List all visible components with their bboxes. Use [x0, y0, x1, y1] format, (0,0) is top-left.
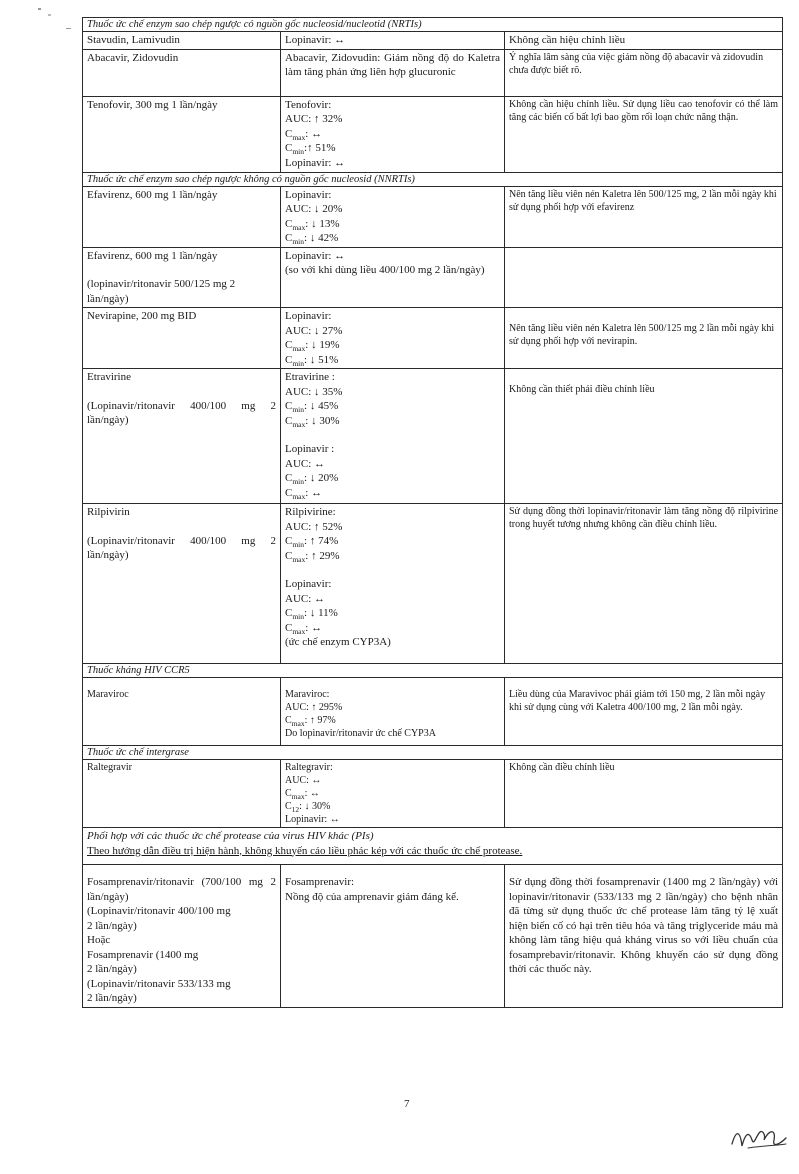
- pk-line: AUC: ↔: [285, 775, 322, 786]
- group-row-ccr5: [83, 664, 783, 678]
- group-pi-cell: [83, 828, 783, 865]
- pk-line: $C_{max}$: ↔: [285, 486, 323, 501]
- drug-regimen: 2 lần/ngày): [87, 963, 137, 975]
- group-title-integrase: Thuốc ức chế intergrase: [83, 746, 783, 760]
- pk-line: AUC: ↓ 20%: [285, 203, 343, 215]
- effect-cell: [281, 247, 505, 308]
- pk-line: AUC: ↑ 295%: [285, 702, 343, 713]
- pk-line: $C_{max}$: ↓ 30%: [285, 414, 340, 429]
- group-title-nrti: Thuốc ức chế enzym sao chép ngược có nguồn gốc nucleosid/nucleotid (NRTIs): [83, 18, 783, 32]
- drug-regimen: (lopinavir/ritonavir 500/125 mg 2 lần/ngày): [87, 278, 236, 305]
- pk-line: $C_{max}$: ↓ 13%: [285, 217, 340, 232]
- pk-line: $C_{max}$: ↔: [285, 127, 323, 142]
- pk-line: AUC: ↔: [285, 457, 326, 470]
- pk-line: $C_{min}$: ↓ 51%: [285, 353, 339, 368]
- pk-line: (so với khi dùng liều 400/100 mg 2 lần/ngày): [285, 264, 485, 276]
- drug-cell: [83, 369, 281, 504]
- pk-line: $C_{min}:↑$ 51%: [285, 142, 336, 157]
- group-row-integrase: [83, 746, 783, 760]
- scan-mark: [48, 14, 51, 16]
- pk-line: Fosamprenavir:: [285, 876, 355, 888]
- pk-line: Lopinavir: ↔: [285, 156, 346, 169]
- drug-regimen: Fosamprenavir/ritonavir (700/100 mg 2 lần/ngày): [87, 876, 276, 903]
- table-row: [83, 678, 783, 746]
- pk-line: Lopinavir: ↔: [285, 249, 346, 262]
- table-row: [83, 186, 783, 247]
- recommendation-cell: Sử dụng đồng thời lopinavir/ritonavir làm tăng nồng độ rilpivirine trong huyết tương nhưng không cần điều chỉnh liều.: [505, 504, 783, 664]
- scan-mark: [38, 8, 41, 10]
- handwritten-signature: [728, 1118, 790, 1158]
- table-row: [83, 865, 783, 1008]
- drug-cell: Nevirapine, 200 mg BID: [83, 308, 281, 369]
- group-title-nnrti: Thuốc ức chế enzym sao chép ngược không có nguồn gốc nucleosid (NNRTIs): [83, 172, 783, 186]
- pk-line: Lopinavir :: [285, 443, 335, 455]
- interaction-table: [82, 17, 783, 1008]
- recommendation-cell: Không cần thiết phải điều chỉnh liều: [505, 369, 783, 504]
- drug-regimen: Hoặc: [87, 934, 111, 946]
- table-row: [83, 369, 783, 504]
- scan-mark: [66, 28, 71, 29]
- recommendation-cell: Sử dụng đồng thời fosamprenavir (1400 mg 2 lần/ngày) với lopinavir/ritonavir (533/133 mg 2 lần/ngày) cho bệnh nhân đã từng sử dụng thuốc ức chế protease làm tăng tỷ lệ xuất hiện biến cố có hại trên tiêu hóa và tăng triglyceride máu mà không làm tăng hiệu quả kháng virus so với liều chuẩn của fosamprebavir/ritonavir. Không khuyến cáo sử dụng đồng thời các thuốc này.: [505, 865, 783, 1008]
- table-row: [83, 96, 783, 172]
- drug-name: Etravirine: [87, 371, 131, 383]
- pk-line: Lopinavir:: [285, 310, 332, 322]
- recommendation-cell: Nên tăng liều viên nén Kaletra lên 500/125 mg, 2 lần mỗi ngày khi sử dụng phối hợp với efavirenz: [505, 186, 783, 247]
- drug-regimen: (Lopinavir/ritonavir 400/100 mg 2 lần/ngày): [87, 399, 276, 426]
- pk-line: $C_{max}$: ↑ 29%: [285, 549, 340, 564]
- group-row-nrti: [83, 18, 783, 32]
- drug-regimen: (Lopinavir/ritonavir 400/100 mg: [87, 905, 231, 917]
- drug-cell: Raltegravir: [83, 760, 281, 828]
- recommendation-cell: [505, 247, 783, 308]
- effect-cell: Lopinavir: ↔: [281, 32, 505, 50]
- drug-cell: [83, 247, 281, 308]
- pk-line: $C_{min}$: ↑ 74%: [285, 535, 339, 550]
- table-row: [83, 49, 783, 96]
- table-row: [83, 247, 783, 308]
- table-row: [83, 32, 783, 50]
- drug-name: Efavirenz, 600 mg 1 lần/ngày: [87, 249, 218, 262]
- recommendation-cell: Không cần hiệu chỉnh liều: [505, 32, 783, 50]
- group-row-pi: [83, 828, 783, 865]
- pk-line: AUC: ↑ 32%: [285, 113, 343, 125]
- drug-cell: Stavudin, Lamivudin: [83, 32, 281, 50]
- group-row-nnrti: [83, 172, 783, 186]
- drug-regimen: (Lopinavir/ritonavir 400/100 mg 2 lần/ngày): [87, 534, 276, 561]
- pk-line: AUC: ↔: [285, 592, 326, 605]
- drug-cell: [83, 865, 281, 1008]
- pk-line: Maraviroc:: [285, 689, 330, 700]
- pk-line: $C_{min}$: ↓ 42%: [285, 232, 339, 247]
- drug-cell: Abacavir, Zidovudin: [83, 49, 281, 96]
- group-title-pi: Phối hợp với các thuốc ức chế protease của virus HIV khác (PIs): [87, 830, 374, 842]
- pk-line: $C_{max}$: ↔: [285, 621, 323, 636]
- group-title-ccr5: Thuốc kháng HIV CCR5: [83, 664, 783, 678]
- effect-cell: [281, 865, 505, 1008]
- recommendation-cell: Liều dùng của Maravivoc phải giảm tới 150 mg, 2 lần mỗi ngày khi sử dụng cùng với Kaletra 400/100 mg, 2 lần mỗi ngày.: [505, 678, 783, 746]
- effect-cell: [281, 760, 505, 828]
- effect-cell: [281, 369, 505, 504]
- effect-cell: Abacavir, Zidovudin: Giảm nồng độ do Kaletra làm tăng phản ứng liên hợp glucuronic: [281, 49, 505, 96]
- effect-cell: [281, 308, 505, 369]
- pk-line: AUC: ↑ 52%: [285, 520, 343, 533]
- drug-regimen: Fosamprenavir (1400 mg: [87, 948, 199, 961]
- recommendation-cell: Không cần hiệu chỉnh liều. Sử dụng liều cao tenofovir có thể làm tăng các biến cố bất lợi bao gồm rối loạn chức năng thận.: [505, 96, 783, 172]
- drug-cell: Maraviroc: [83, 678, 281, 746]
- pk-line: Rilpivirine:: [285, 506, 336, 518]
- effect-cell: [281, 504, 505, 664]
- pk-line: Tenofovir:: [285, 98, 332, 111]
- effect-cell: [281, 186, 505, 247]
- effect-cell: [281, 96, 505, 172]
- pk-line: AUC: ↓ 35%: [285, 385, 343, 398]
- pk-line: $C_{max}$: ↑ 97%: [285, 715, 336, 728]
- pk-line: $C_{min}$: ↓ 20%: [285, 472, 339, 487]
- drug-regimen: 2 lần/ngày): [87, 992, 137, 1004]
- pk-line: Nồng độ của amprenavir giảm đáng kể.: [285, 890, 459, 903]
- pi-note: Theo hướng dẫn điều trị hiện hành, không khuyến cáo liều phác kép với các thuốc ức chế protease.: [87, 844, 523, 857]
- pk-line: Raltegravir:: [285, 762, 333, 773]
- pk-line: AUC: ↓ 27%: [285, 324, 343, 337]
- table-row: [83, 504, 783, 664]
- drug-regimen: (Lopinavir/ritonavir 533/133 mg: [87, 977, 231, 990]
- pk-line: $C_{min}$: ↓ 45%: [285, 400, 339, 415]
- drug-cell: Tenofovir, 300 mg 1 lần/ngày: [83, 96, 281, 172]
- recommendation-cell: Nên tăng liều viên nén Kaletra lên 500/125 mg 2 lần mỗi ngày khi sử dụng phối hợp với nevirapin.: [505, 308, 783, 369]
- recommendation-cell: Không cần điều chỉnh liều: [505, 760, 783, 828]
- recommendation-cell: Ý nghĩa lâm sàng của việc giảm nồng độ abacavir và zidovudin chưa được biết rõ.: [505, 49, 783, 96]
- effect-cell: [281, 678, 505, 746]
- pk-line: Do lopinavir/ritonavir ức chế CYP3A: [285, 728, 436, 739]
- pk-line: $C_{max}$: ↓ 19%: [285, 339, 340, 354]
- pk-line: Etravirine :: [285, 371, 335, 383]
- drug-cell: Efavirenz, 600 mg 1 lần/ngày: [83, 186, 281, 247]
- pk-line: (ức chế enzym CYP3A): [285, 636, 391, 648]
- drug-name: Rilpivirin: [87, 506, 130, 518]
- table-row: [83, 760, 783, 828]
- page-number: 7: [404, 1098, 410, 1110]
- pk-line: Lopinavir:: [285, 578, 332, 590]
- pk-line: Lopinavir: ↔: [285, 814, 340, 825]
- drug-regimen: 2 lần/ngày): [87, 919, 137, 932]
- pk-line: $C_{min}$: ↓ 11%: [285, 607, 338, 622]
- pk-line: $C_{12}$: ↓ 30%: [285, 801, 331, 814]
- pk-line: $C_{max}$: ↔: [285, 788, 320, 801]
- drug-cell: [83, 504, 281, 664]
- pk-line: Lopinavir:: [285, 188, 332, 201]
- table-row: [83, 308, 783, 369]
